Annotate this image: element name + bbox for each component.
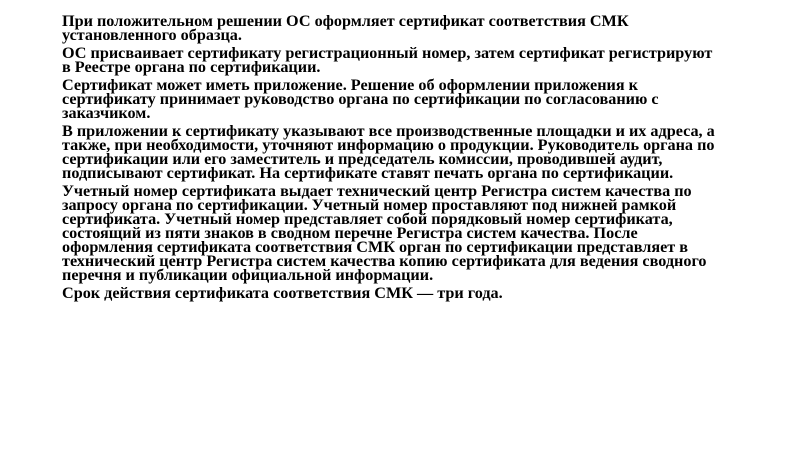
paragraph-issue-certificate: При положительном решении ОС оформляет сертификат соответствия СМК установленного образца. [62,12,629,44]
paragraph-appendix-contents: В приложении к сертификату указывают все производственные площадки и их адреса, а также, при необходимости, уточняют информацию о продукции. Руководитель органа по сертификации или его заместитель и председатель комиссии, проводившей аудит, подписывают сертификат. На сертификате ставят печать органа по сертификации. [62,122,715,182]
slide-body [62,14,724,304]
paragraph-validity-period: Срок действия сертификата соответствия СМК — три года. [62,284,503,302]
paragraph-certificate-appendix: Сертификат может иметь приложение. Решение об оформлении приложения к сертификату принимает руководство органа по сертификации по согласованию с заказчиком. [62,76,659,122]
paragraph-registration-number: ОС присваивает сертификату регистрационный номер, затем сертификат регистрируют в Реестре органа по сертификации. [62,44,713,76]
paragraph-account-number: Учетный номер сертификата выдает технический центр Регистра систем качества по запросу органа по сертификации. Учетный номер проставляют под нижней рамкой сертификата. Учетный номер представляет собой порядковый номер сертификата, состоящий из пяти знаков в сводном перечне Регистра систем качества. После оформления сертификата соответствия СМК орган по сертификации представляет в технический центр Регистра систем качества копию сертификата для ведения сводного перечня и публикации официальной информации. [62,182,707,284]
